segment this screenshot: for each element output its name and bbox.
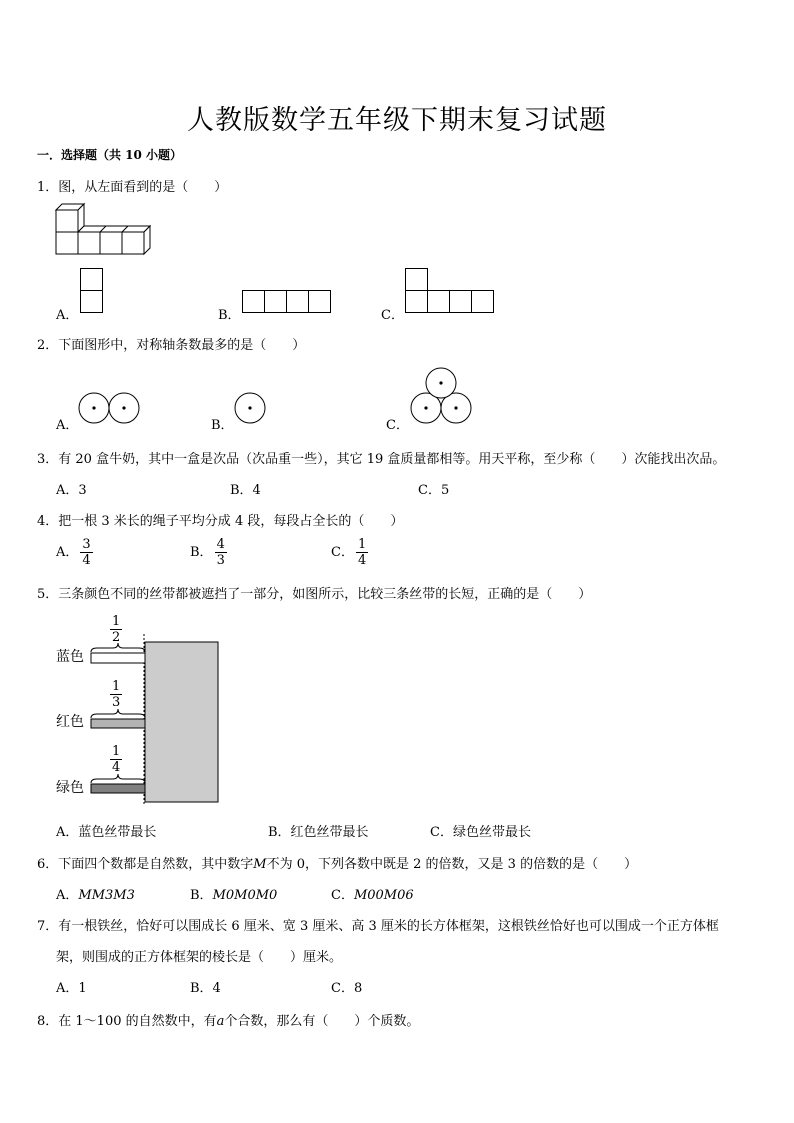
- fraction-denominator: 3: [216, 553, 225, 568]
- q3-option-b: B．4: [230, 483, 261, 498]
- q6-option-a-value: MM3M3: [78, 888, 135, 903]
- q5-option-a: A．蓝色丝带最长: [56, 825, 157, 840]
- question-1-stem: 1．图，从左面看到的是（ ）: [37, 180, 228, 195]
- ribbon-red: [91, 719, 145, 728]
- question-2-stem: 2．下面图形中，对称轴条数最多的是（ ）: [37, 338, 306, 353]
- fraction-denominator: 4: [112, 760, 121, 775]
- q6-option-b-value: M0M0M0: [212, 888, 278, 903]
- ribbon-blue: [91, 653, 145, 663]
- q1-option-a-figure: [80, 268, 104, 314]
- brace-green: [91, 774, 145, 783]
- q5-option-c: C．绿色丝带最长: [430, 825, 531, 840]
- ribbon-label-green: 绿色: [56, 780, 84, 796]
- ribbon-label-red: 红色: [56, 714, 84, 730]
- q4-option-b-fraction: [215, 537, 227, 568]
- q6-stem-part-2: 不为 0，下列各数中既是 2 的倍数，又是 3 的倍数的是（ ）: [266, 857, 638, 872]
- q4-option-a-prefix: A．: [56, 545, 79, 560]
- ribbon-fraction-blue: [108, 614, 122, 645]
- fraction-denominator: 4: [357, 553, 367, 568]
- fraction-numerator: 1: [112, 614, 121, 629]
- question-7-line-1: 7．有一根铁丝，恰好可以围成长 6 厘米、宽 3 厘米、高 3 厘米的长方体框架，这根铁丝恰好也可以围成一个正方体框: [37, 919, 719, 934]
- q3-option-c: C．5: [418, 483, 450, 498]
- q6-option-a: [56, 884, 135, 903]
- ribbon-fraction-red: [108, 679, 122, 710]
- q6-option-c-value: M00M06: [353, 888, 414, 903]
- q4-option-b: [190, 537, 227, 568]
- q5-option-b: B．红色丝带最长: [268, 825, 369, 840]
- ribbon-green: [91, 784, 145, 793]
- q2-option-c-label: C．: [386, 418, 409, 433]
- q2-option-c-figure: [410, 367, 474, 425]
- q4-option-a: [56, 537, 93, 568]
- q8-variable: a: [216, 1014, 225, 1029]
- q6-option-b: [190, 884, 277, 903]
- q6-option-c-prefix: C．: [331, 888, 354, 903]
- page-title: 人教版数学五年级下期末复习试题: [187, 105, 607, 136]
- question-6-stem: [37, 853, 637, 872]
- q2-option-b-label: B．: [211, 418, 234, 433]
- fraction-numerator: 3: [82, 537, 91, 552]
- q8-stem-part-1: 8．在 1～100 的自然数中，有: [37, 1014, 217, 1029]
- q6-variable: M: [253, 857, 267, 872]
- q4-option-c-prefix: C．: [331, 545, 354, 560]
- q2-option-a-label: A．: [56, 418, 79, 433]
- fraction-denominator: 3: [112, 695, 121, 710]
- ribbon-label-blue: 蓝色: [56, 649, 84, 665]
- q4-option-a-fraction: [80, 537, 92, 568]
- q1-option-b-label: B．: [218, 308, 241, 323]
- fraction-denominator: 4: [82, 553, 91, 568]
- q4-option-c-fraction: [356, 537, 368, 568]
- fraction-numerator: 4: [216, 537, 225, 552]
- fraction-numerator: 1: [112, 744, 121, 759]
- q4-option-b-prefix: B．: [190, 545, 213, 560]
- q3-option-a: A．3: [56, 483, 87, 498]
- q7-option-a: A．1: [56, 981, 87, 996]
- q6-option-b-prefix: B．: [190, 888, 213, 903]
- ribbon-fraction-green: [108, 744, 122, 775]
- q2-option-b-figure: [234, 392, 266, 424]
- q1-option-c-label: C．: [381, 308, 404, 323]
- question-4-stem: 4．把一根 3 米长的绳子平均分成 4 段，每段占全长的（ ）: [37, 514, 404, 529]
- q1-cube-figure: [56, 202, 152, 258]
- q7-option-c: C．8: [331, 981, 363, 996]
- q2-option-a-figure: [78, 392, 142, 424]
- question-3-stem: 3．有 20 盒牛奶，其中一盒是次品（次品重一些），其它 19 盒质量都相等。用天平称，至少称（ ）次能找出次品。: [37, 452, 726, 467]
- q8-stem-part-2: 个合数，那么有（ ）个质数。: [224, 1014, 420, 1029]
- q1-option-c-figure: [405, 268, 497, 314]
- q4-option-c: [331, 537, 368, 568]
- q7-option-b: B．4: [190, 981, 221, 996]
- brace-red: [91, 709, 145, 718]
- question-5-stem: 5．三条颜色不同的丝带都被遮挡了一部分，如图所示，比较三条丝带的长短，正确的是（ ）: [37, 587, 592, 602]
- fraction-numerator: 1: [357, 537, 367, 552]
- q6-option-c: [331, 884, 414, 903]
- q1-option-a-label: A．: [56, 308, 79, 323]
- q1-option-b-figure: [242, 290, 334, 314]
- fraction-denominator: 2: [112, 630, 121, 645]
- cover-board: [145, 642, 218, 802]
- q6-option-a-prefix: A．: [56, 888, 79, 903]
- fraction-numerator: 1: [112, 679, 121, 694]
- q6-stem-part-1: 6．下面四个数都是自然数，其中数字: [37, 857, 254, 872]
- question-7-line-2: 架，则围成的正方体框架的棱长是（ ）厘米。: [56, 950, 343, 965]
- question-8-stem: [37, 1010, 419, 1029]
- section-heading: 一．选择题（共 10 小题）: [37, 148, 183, 162]
